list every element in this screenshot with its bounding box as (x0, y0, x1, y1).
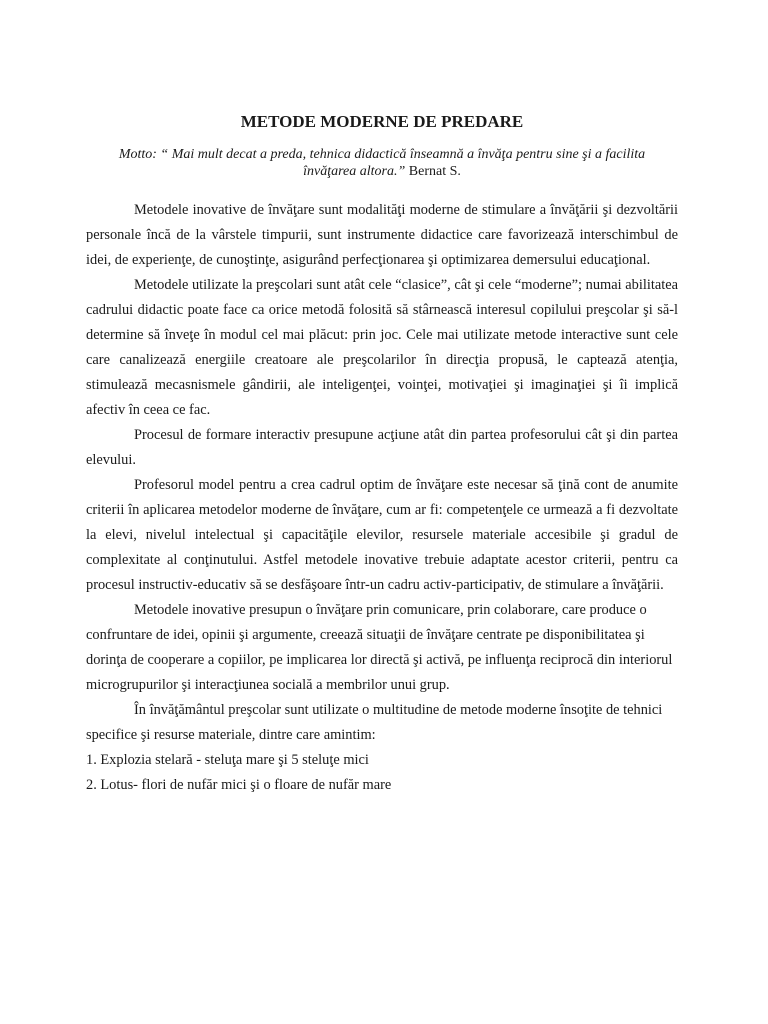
paragraph: Metodele utilizate la preşcolari sunt atât cele “clasice”, cât şi cele “moderne”; numai abilitatea cadrului didactic poate face ca orice metodă folosită să stârnească interesul copilului preşcolar şi să-l determine să înveţe în modul cel mai plăcut: prin joc. Cele mai utilizate metode interactive sunt cele care canalizează energiile creatoare ale preşcolarilor în direcţia propusă, le captează atenţia, stimulează mecasnismele gândirii, ale inteligenţei, voinţei, motivaţiei şi imaginaţiei şi îi implică afectiv în ceea ce fac. (86, 277, 678, 418)
paragraph: Profesorul model pentru a crea cadrul optim de învăţare este necesar să ţină cont de anumite criterii în aplicarea metodelor moderne de învăţare, cum ar fi: competenţele ce urmează a fi dezvoltate la elevi, nivelul intelectual şi capacităţile elevilor, resursele materiale accesibile şi gradul de complexitate al conţinutului. Astfel metodele inovative trebuie adaptate acestor criterii, pentru ca procesul instructiv-educativ să se desfăşoare într-un cadru activ-participativ, de stimulare a învăţării. (86, 477, 678, 593)
paragraph: Procesul de formare interactiv presupune acţiune atât din partea profesorului cât şi din partea elevului. (86, 427, 678, 468)
paragraph: Metodele inovative presupun o învăţare prin comunicare, prin colaborare, care produce o confruntare de idei, opinii şi argumente, creează situaţii de învăţare centrate pe disponibilitatea şi dorinţa de cooperare a copiilor, pe implicarea lor directă şi activă, pe influenţa reciprocă din interiorul microgrupurilor şi interacţiunea socială a membrilor unui grup. (86, 602, 673, 693)
document-title: METODE MODERNE DE PREDARE (240, 112, 524, 131)
paragraph: Metodele inovative de învăţare sunt modalităţi moderne de stimulare a învăţării şi dezvoltării personale încă de la vârstele timpurii, sunt instrumente didactice care favorizează interschimbul de idei, de experienţe, de cunoştinţe, asigurând perfecţionarea şi optimizarea demersului educaţional. (86, 202, 678, 268)
list-item: 2. Lotus- flori de nufăr mici şi o floare de nufăr mare (86, 777, 392, 793)
document-body (86, 198, 678, 798)
motto-label: Motto: (118, 147, 157, 162)
paragraph: În învăţământul preşcolar sunt utilizate o multitudine de metode moderne însoţite de tehnici specifice şi resurse materiale, dintre care amintim: (86, 702, 663, 743)
motto-quote: “ Mai mult decat a preda, tehnica didactică înseamnă a învăţa pentru sine şi a facilita învăţarea altora.” (160, 147, 646, 179)
motto-author: Bernat S. (408, 164, 461, 179)
motto (96, 146, 668, 180)
list-item: 1. Explozia stelară - steluţa mare şi 5 steluţe mici (86, 752, 369, 768)
